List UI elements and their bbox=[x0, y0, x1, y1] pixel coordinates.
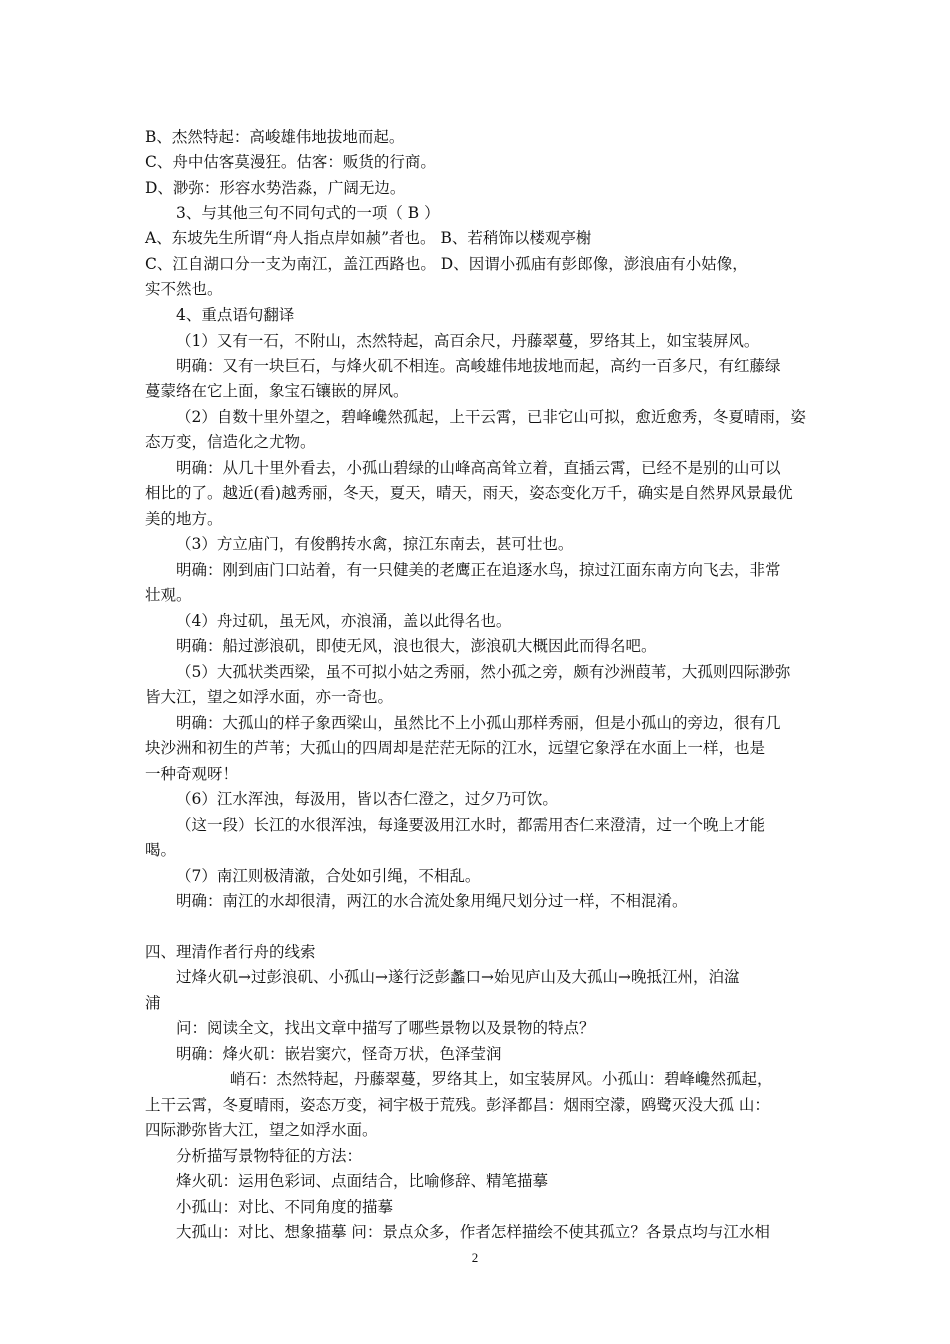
text-line: 喝。 bbox=[145, 841, 177, 859]
text-line: 小孤山：对比、不同角度的描摹 bbox=[176, 1198, 394, 1216]
text-line: （2）自数十里外望之，碧峰巉然孤起，上干云霄，已非它山可拟，愈近愈秀，冬夏晴雨，姿 bbox=[176, 408, 806, 426]
text-line: 美的地方。 bbox=[145, 510, 223, 528]
text-line: （6）江水浑浊，每汲用，皆以杏仁澄之，过夕乃可饮。 bbox=[176, 790, 558, 808]
text-line: 明确：刚到庙门口站着，有一只健美的老鹰正在追逐水鸟，掠过江面东南方向飞去，非常 bbox=[176, 561, 781, 579]
text-line: 明确：又有一块巨石，与烽火矶不相连。高峻雄伟地拔地而起，高约一百多尺，有红藤绿 bbox=[176, 357, 781, 375]
text-line: 蔓蒙络在它上面，象宝石镶嵌的屏风。 bbox=[145, 382, 409, 400]
text-line: 明确：船过澎浪矶，即使无风，浪也很大，澎浪矶大概因此而得名吧。 bbox=[176, 637, 657, 655]
text-line: 浦 bbox=[145, 994, 161, 1012]
text-line: 问：阅读全文，找出文章中描写了哪些景物以及景物的特点？ bbox=[176, 1019, 595, 1037]
page-number: 2 bbox=[471, 1250, 479, 1265]
text-line: 峭石：杰然特起，丹藤翠蔓，罗络其上，如宝装屏风。小孤山：碧峰巉然孤起， bbox=[230, 1070, 773, 1088]
text-line: 明确：南江的水却很清，两江的水合流处象用绳尺划分过一样，不相混淆。 bbox=[176, 892, 688, 910]
section-heading: 四、理清作者行舟的线索 bbox=[145, 943, 316, 961]
text-line: 相比的了。越近(看)越秀丽，冬天，夏天，晴天，雨天，姿态变化万千，确实是自然界风景最优 bbox=[145, 484, 793, 502]
text-line: 分析描写景物特征的方法： bbox=[176, 1147, 363, 1165]
text-line: 烽火矶：运用色彩词、点面结合，比喻修辞、精笔描摹 bbox=[176, 1172, 549, 1190]
text-line: （这一段）长江的水很浑浊，每逢要汲用江水时，都需用杏仁来澄清，过一个晚上才能 bbox=[176, 816, 766, 834]
text-line: 皆大江，望之如浮水面，亦一奇也。 bbox=[145, 688, 394, 706]
text-line: 壮观。 bbox=[145, 586, 192, 604]
question-heading: 4、重点语句翻译 bbox=[176, 306, 295, 324]
text-line: （5）大孤状类西梁，虽不可拟小姑之秀丽，然小孤之旁，颇有沙洲葭苇，大孤则四际渺弥 bbox=[176, 663, 791, 681]
text-line: 态万变，信造化之尤物。 bbox=[145, 433, 316, 451]
text-line: （3）方立庙门，有俊鹘抟水禽，掠江东南去，甚可壮也。 bbox=[176, 535, 574, 553]
text-line: C、江自湖口分一支为南江，盖江西路也。 D、因谓小孤庙有彭郎像，澎浪庙有小姑像， bbox=[145, 255, 748, 273]
text-line: B、杰然特起：高峻雄伟地拔地而起。 bbox=[145, 128, 405, 146]
text-line: A、东坡先生所谓“舟人指点岸如赪”者也。 B、若稍饰以楼观亭榭 bbox=[145, 229, 592, 247]
text-line: （4）舟过矶，虽无风，亦浪涌，盖以此得名也。 bbox=[176, 612, 512, 630]
text-line: C、舟中估客莫漫狂。估客：贩货的行商。 bbox=[145, 153, 436, 171]
text-line: 过烽火矶→过彭浪矶、小孤山→遂行泛彭蠡口→始见庐山及大孤山→晚抵江州，泊湓 bbox=[176, 968, 740, 986]
text-line: 明确：烽火矶：嵌岩窦穴，怪奇万状，色泽莹润 bbox=[176, 1045, 502, 1063]
text-line: 大孤山：对比、想象描摹 问：景点众多，作者怎样描绘不使其孤立？各景点均与江水相 bbox=[176, 1223, 770, 1241]
text-line: （7）南江则极清澈，合处如引绳，不相乱。 bbox=[176, 867, 481, 885]
text-line: （1）又有一石，不附山，杰然特起，高百余尺，丹藤翠蔓，罗络其上，如宝装屏风。 bbox=[176, 332, 760, 350]
text-line: 块沙洲和初生的芦苇；大孤山的四周却是茫茫无际的江水，远望它象浮在水面上一样，也是 bbox=[145, 739, 766, 757]
text-line: 实不然也。 bbox=[145, 280, 223, 298]
text-line: 四际渺弥皆大江，望之如浮水面。 bbox=[145, 1121, 378, 1139]
text-line: 上干云霄，冬夏晴雨，姿态万变，祠宇极于荒残。彭泽都昌：烟雨空濛，鸥鹭灭没大孤 山： bbox=[145, 1096, 770, 1114]
text-line: 一种奇观呀！ bbox=[145, 765, 239, 783]
text-line: 明确：从几十里外看去，小孤山碧绿的山峰高高耸立着，直插云霄，已经不是别的山可以 bbox=[176, 459, 781, 477]
question-heading: 3、与其他三句不同句式的一项（ B ） bbox=[176, 204, 440, 222]
text-line: 明确：大孤山的样子象西梁山，虽然比不上小孤山那样秀丽，但是小孤山的旁边，很有几 bbox=[176, 714, 781, 732]
text-line: D、渺弥：形容水势浩淼，广阔无边。 bbox=[145, 179, 406, 197]
